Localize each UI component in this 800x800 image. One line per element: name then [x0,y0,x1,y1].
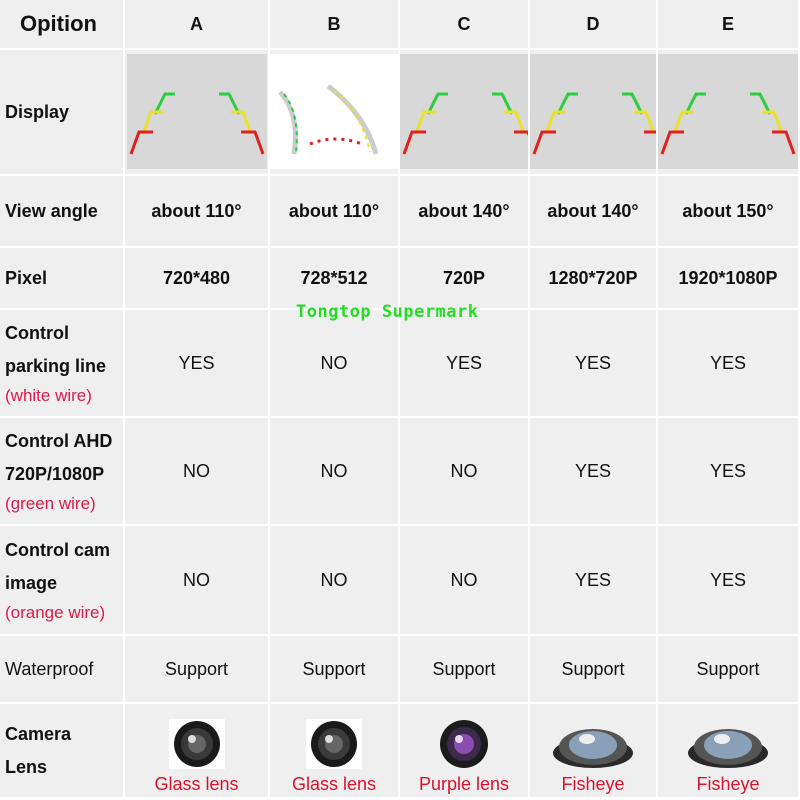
cam-image-d: YES [530,526,658,636]
parking-guide-lines-icon [127,54,267,169]
lens-cell-d [530,704,658,799]
option-a-header: A [125,0,270,50]
view-angle-row [0,176,800,248]
cam-image-b: NO [270,526,400,636]
ahd-label-cell [0,418,125,526]
parking-line-label-2: parking line [5,356,107,376]
pixel-b: 728*512 [270,248,400,310]
pixel-e: 1920*1080P [658,248,800,310]
glass-lens-icon [169,719,225,769]
parking-line-row [0,310,800,418]
lens-row [0,704,800,799]
view-angle-e: about 150° [658,176,800,248]
waterproof-c: Support [400,636,530,704]
lens-label-2: Lens [5,756,48,777]
parking-line-e: YES [658,310,800,418]
parking-line-a: YES [125,310,270,418]
ahd-label-1: Control AHD [5,431,113,451]
display-label: Display [0,50,125,176]
option-e-header: E [658,0,800,50]
pixel-label: Pixel [0,248,125,310]
purple-lens-icon [437,719,491,769]
option-d-header: D [530,0,658,50]
ahd-d: YES [530,418,658,526]
waterproof-b: Support [270,636,400,704]
lens-b-caption: Glass lens [291,773,377,794]
view-angle-b: about 110° [270,176,400,248]
ahd-row [0,418,800,526]
option-b-header: B [270,0,400,50]
parking-line-d: YES [530,310,658,418]
view-angle-c: about 140° [400,176,530,248]
parking-line-c: YES [400,310,530,418]
cam-image-e: YES [658,526,800,636]
watermark-text: Tongtop Supermark [296,302,479,322]
waterproof-a: Support [125,636,270,704]
pixel-a: 720*480 [125,248,270,310]
lens-label-cell [0,704,125,799]
pixel-d: 1280*720P [530,248,658,310]
view-angle-d: about 140° [530,176,658,248]
parking-line-label-cell [0,310,125,418]
ahd-e: YES [658,418,800,526]
lens-a-caption: Glass lens [154,773,239,794]
parking-line-label-1: Control [5,323,69,343]
waterproof-e: Support [658,636,800,704]
cam-image-label-2: image [5,573,58,593]
ahd-label-2: 720P/1080P [5,464,105,484]
parking-line-b: NO [270,310,400,418]
lens-e-caption: Fisheye [696,773,760,794]
cam-image-label-cell [0,526,125,636]
header-row [0,0,800,50]
display-cell-a [125,50,270,176]
ahd-wire: (green wire) [5,494,96,513]
glass-lens-icon [306,719,362,769]
lens-c-caption: Purple lens [418,773,510,794]
waterproof-label: Waterproof [0,636,125,704]
waterproof-d: Support [530,636,658,704]
ahd-b: NO [270,418,400,526]
lens-d-caption: Fisheye [561,773,625,794]
option-c-header: C [400,0,530,50]
parking-guide-lines-icon [400,54,530,169]
cam-image-wire: (orange wire) [5,603,106,622]
view-angle-a: about 110° [125,176,270,248]
ahd-c: NO [400,418,530,526]
display-cell-b [270,50,400,176]
fisheye-lens-icon [551,723,635,769]
lens-cell-b [270,704,400,799]
dynamic-trajectory-lines-icon [270,54,400,169]
cam-image-row [0,526,800,636]
display-cell-d [530,50,658,176]
lens-cell-a [125,704,270,799]
display-cell-e [658,50,800,176]
view-angle-label: View angle [0,176,125,248]
parking-line-wire: (white wire) [5,386,92,405]
header-label: Opition [0,0,125,50]
pixel-c: 720P [400,248,530,310]
waterproof-row [0,636,800,704]
fisheye-lens-icon [686,723,770,769]
display-cell-c [400,50,530,176]
parking-guide-lines-icon [530,54,658,169]
cam-image-c: NO [400,526,530,636]
lens-label-1: Camera [5,723,72,744]
cam-image-a: NO [125,526,270,636]
parking-guide-lines-icon [658,54,798,169]
ahd-a: NO [125,418,270,526]
cam-image-label-1: Control cam [5,540,111,560]
lens-cell-c [400,704,530,799]
lens-cell-e [658,704,800,799]
pixel-row [0,248,800,310]
display-row [0,50,800,176]
